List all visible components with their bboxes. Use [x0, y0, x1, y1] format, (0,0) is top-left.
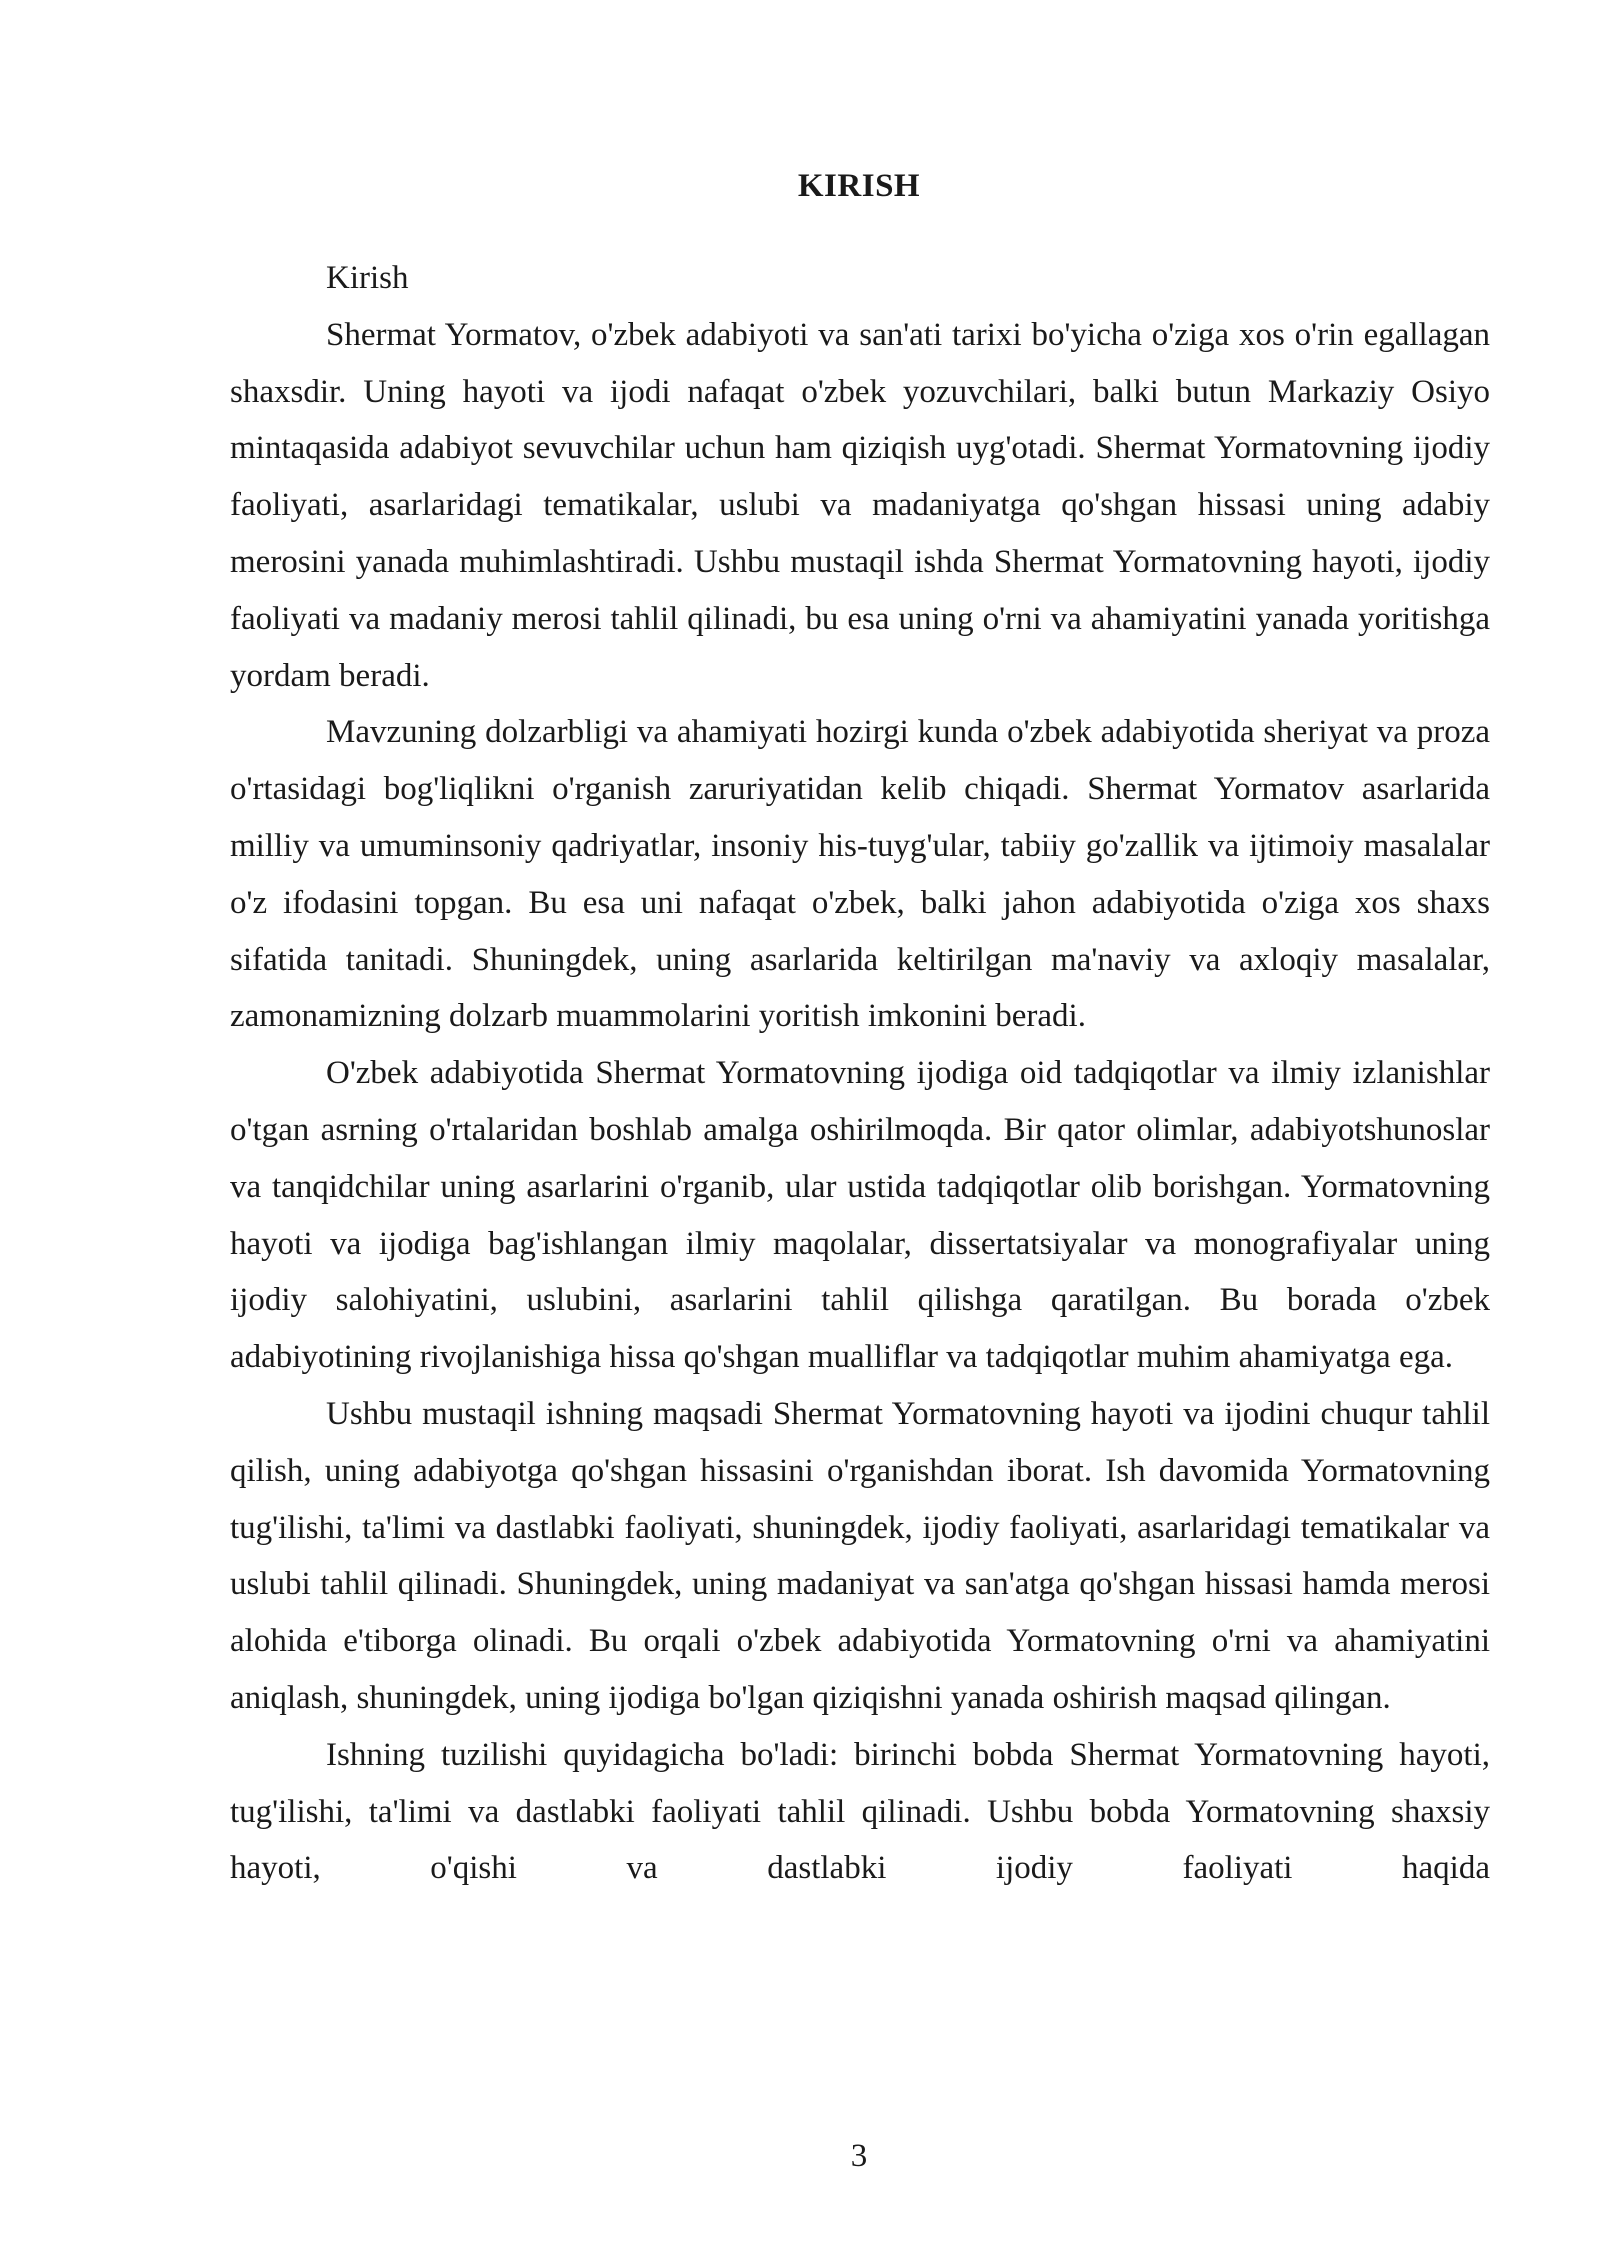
paragraph-goal: Ushbu mustaqil ishning maqsadi Shermat Yormatovning hayoti va ijodini chuqur tahlil qilish, uning adabiyotga qo'shgan hissasini o'rganishdan iborat. Ish davomida Yormatovning tug'ilishi, ta'limi va dastlabki faoliyati, shuningdek, ijodiy faoliyati, asarlaridagi tematikalar va uslubi tahlil qilinadi. Shuningdek, uning madaniyat va san'atga qo'shgan hissasi hamda merosi alohida e'tiborga olinadi. Bu orqali o'zbek adabiyotida Yormatovning o'rni va ahamiyatini aniqlash, shuningdek, uning ijodiga bo'lgan qiziqishni yanada oshirish maqsad qilingan. — [230, 1395, 1490, 1716]
paragraph-intro: Shermat Yormatov, o'zbek adabiyoti va san'ati tarixi bo'yicha o'ziga xos o'rin egallagan shaxsdir. Uning hayoti va ijodi nafaqat o'zbek yozuvchilari, balki butun Markaziy Osiyo mintaqasida adabiyot sevuvchilar uchun ham qiziqish uyg'otadi. Shermat Yormatovning ijodiy faoliyati, asarlaridagi tematikalar, uslubi va madaniyatga qo'shgan hissasi uning adabiy merosini yanada muhimlashtiradi. Ushbu mustaqil ishda Shermat Yormatovning hayoti, ijodiy faoliyati va madaniy merosi tahlil qilinadi, bu esa uning o'rni va ahamiyatini yanada yoritishga yordam beradi. — [230, 316, 1490, 694]
paragraph-research: O'zbek adabiyotida Shermat Yormatovning ijodiga oid tadqiqotlar va ilmiy izlanishlar o'tgan asrning o'rtalaridan boshlab amalga oshirilmoqda. Bir qator olimlar, adabiyotshunoslar va tanqidchilar uning asarlarini o'rganib, ular ustida tadqiqotlar olib borishgan. Yormatovning hayoti va ijodiga bag'ishlangan ilmiy maqolalar, dissertatsiyalar va monografiyalar uning ijodiy salohiyatini, uslubini, asarlarini tahlil qilishga qaratilgan. Bu borada o'zbek adabiyotining rivojlanishiga hissa qo'shgan mualliflar va tadqiqotlar muhim ahamiyatga ega. — [230, 1055, 1490, 1376]
document-body — [230, 250, 1490, 1897]
paragraph-relevance: Mavzuning dolzarbligi va ahamiyati hozirgi kunda o'zbek adabiyotida sheriyat va proza o'rtasidagi bog'liqlikni o'rganish zaruriyatidan kelib chiqadi. Shermat Yormatov asarlarida milliy va umuminsoniy qadriyatlar, insoniy his-tuyg'ular, tabiiy go'zallik va ijtimoiy masalalar o'z ifodasini topgan. Bu esa uni nafaqat o'zbek, balki jahon adabiyotida o'ziga xos shaxs sifatida tanitadi. Shuningdek, uning asarlarida keltirilgan ma'naviy va axloqiy masalalar, zamonamizning dolzarb muammolarini yoritish imkonini beradi. — [230, 714, 1490, 1035]
page-number: 3 — [850, 2138, 868, 2174]
subheading: Kirish — [326, 260, 409, 296]
page-title: KIRISH — [797, 168, 921, 204]
paragraph-structure: Ishning tuzilishi quyidagicha bo'ladi: birinchi bobda Shermat Yormatovning hayoti, tug'ilishi, ta'limi va dastlabki faoliyati tahlil qilinadi. Ushbu bobda Yormatovning shaxsiy hayoti, o'qishi va dastlabki ijodiy faoliyati haqida — [230, 1736, 1490, 1887]
